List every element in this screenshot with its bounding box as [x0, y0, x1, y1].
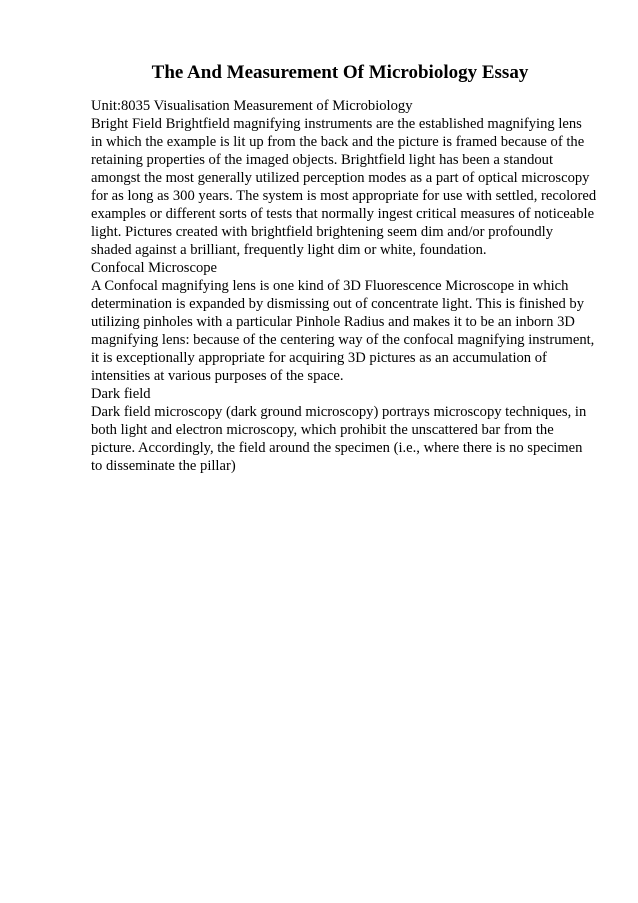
text-line: for as long as 300 years. The system is most appropriate for use with settled, recolored	[91, 188, 597, 204]
text-line: amongst the most generally utilized perception modes as a part of optical microscopy	[91, 170, 590, 186]
section-heading-confocal: Confocal Microscope	[91, 260, 218, 276]
text-line: utilizing pinholes with a particular Pinhole Radius and makes it to be an inborn 3D	[91, 314, 575, 330]
text-line: intensities at various purposes of the space.	[91, 368, 344, 384]
text-line: A Confocal magnifying lens is one kind of 3D Fluorescence Microscope in which	[91, 278, 569, 294]
text-line: light. Pictures created with brightfield brightening seem dim and/or profoundly	[91, 224, 554, 240]
text-line: both light and electron microscopy, which prohibit the unscattered bar from the	[91, 422, 554, 438]
text-line: in which the example is lit up from the back and the picture is framed because of the	[91, 134, 585, 150]
section-heading-dark-field: Dark field	[91, 386, 151, 402]
text-line: Dark field microscopy (dark ground microscopy) portrays microscopy techniques, in	[91, 404, 587, 420]
text-line: retaining properties of the imaged objects. Brightfield light has been a standout	[91, 152, 554, 168]
text-line: examples or different sorts of tests that normally ingest critical measures of noticeable	[91, 206, 595, 222]
text-line: determination is expanded by dismissing out of concentrate light. This is finished by	[91, 296, 585, 312]
text-line-unit: Unit:8035 Visualisation Measurement of Microbiology	[91, 98, 413, 114]
text-line: it is exceptionally appropriate for acquiring 3D pictures as an accumulation of	[91, 350, 547, 366]
text-line: magnifying lens: because of the centering way of the confocal magnifying instrument,	[91, 332, 595, 348]
text-line: picture. Accordingly, the field around the specimen (i.e., where there is no specimen	[91, 440, 583, 456]
text-line: shaded against a brilliant, frequently light dim or white, foundation.	[91, 242, 487, 258]
text-line: to disseminate the pillar)	[91, 458, 236, 474]
document-title: The And Measurement Of Microbiology Essay	[151, 62, 529, 83]
text-line: Bright Field Brightfield magnifying instruments are the established magnifying lens	[91, 116, 582, 132]
document-body	[91, 97, 601, 475]
